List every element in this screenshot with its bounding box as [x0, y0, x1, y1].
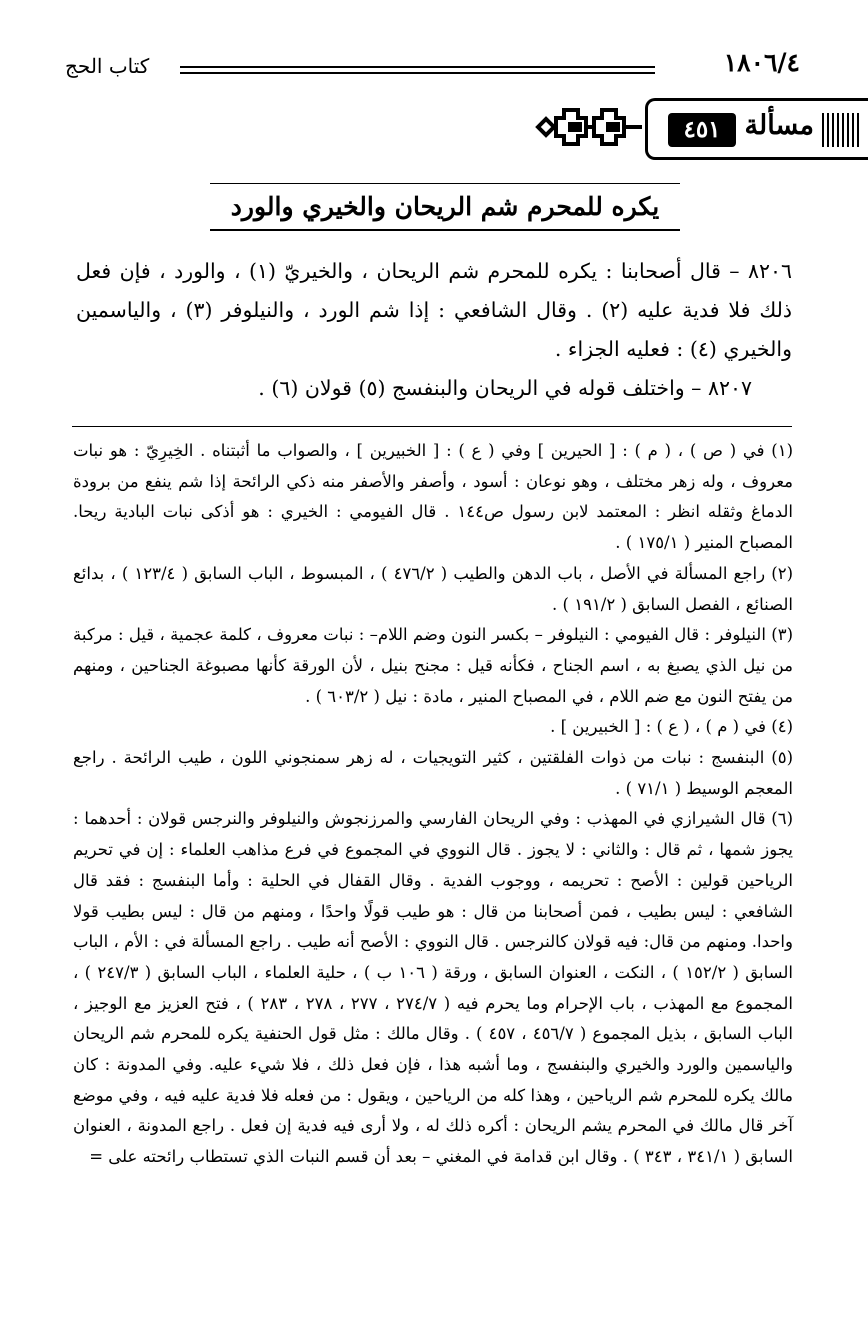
title-top-rule — [210, 183, 680, 184]
footnote-separator — [72, 426, 792, 427]
section-title: يكره للمحرم شم الريحان والخيري والورد — [230, 192, 660, 221]
paragraph: ٨٢٠٦ – قال أصحابنا : يكره للمحرم شم الريحان ، والخيريّ (١) ، والورد ، فإن فعل ذلك فلا فدية عليه (٢) . وقال الشافعي : إذا شم الورد ، والنيلوفر (٣) ، والياسمين والخيري (٤) : فعليه الجزاء . — [76, 259, 792, 361]
book-title: كتاب الحج — [65, 54, 150, 78]
page-number: ١٨٠٦/٤ — [723, 48, 800, 77]
footnote: (٤) في ( م ) ، ( ع ) : [ الخبيرين ] . — [550, 717, 793, 737]
running-header — [65, 48, 800, 84]
paragraph: ٨٢٠٧ – واختلف قوله في الريحان والبنفسج (٥) قولان (٦) . — [258, 376, 752, 400]
title-bottom-rule — [210, 229, 680, 231]
geometric-knot-ornament — [530, 96, 650, 158]
header-double-rule — [180, 66, 655, 74]
footnote: (٥) البنفسج : نبات من ذوات الفلقتين ، كثير التويجيات ، له زهر سمنجوني اللون ، طيب الرائحة . راجع المعجم الوسيط ( ٧١/١ ) . — [73, 748, 793, 798]
footnote: (١) في ( ص ) ، ( م ) : [ الحيرين ] وفي ( ع ) : [ الخبيرين ] ، والصواب ما أثبتناه . الخِيرِيّ : هو نبات معروف ، وله زهر مختلف ، وهو نوعان : أسود ، وأصفر والأصفر منه ذكي الرائحة إذا شم ينفع من برودة الدماغ وثقله انظر : المعتمد لابن رسول ص١٤٤ . قال الفيومي : الخيري : هو أذكى نبات البادية ريحا. المصباح المنير ( ١٧٥/١ ) . — [73, 441, 793, 553]
footnotes — [73, 436, 793, 1173]
footnote: (٢) راجع المسألة في الأصل ، باب الدهن والطيب ( ٤٧٦/٢ ) ، المبسوط ، الباب السابق ( ١٢٣/٤ ) ، بدائع الصنائع ، الفصل السابق ( ١٩١/٢ ) . — [73, 563, 793, 614]
footnote: (٦) قال الشيرازي في المهذب : وفي الريحان الفارسي والمرزنجوش والنيلوفر والنرجس قولان : أحدهما : يجوز شمها ، ثم قال : والثاني : لا يجوز . قال النووي في المجموع في فرع مذاهب العلماء : إن في تحريم الرياحين قولين : الأصح : تحريمه ، ووجوب الفدية . وقال القفال في الحلية : وأما البنفسج : فقد قال الشافعي : ليس بطيب ، فمن أصحابنا من قال : هو طيب قولًا واحدًا ، ومنهم من قال : ليس بطيب قولا واحدا. ومنهم من قال: فيه قولان كالنرجس . قال النووي : الأصح أنه طيب . راجع المسألة في : الأم ، الباب السابق ( ١٥٢/٢ ) ، النكت ، العنوان السابق ، ورقة ( ١٠٦ ب ) ، حلية العلماء ، الباب السابق ( ٢٤٧/٣ ) ، المجموع مع المهذب ، باب الإحرام وما يحرم فيه ( ٢٧٤/٧ ، ٢٧٧ ، ٢٧٨ ، ٢٨٣ ) ، فتح العزيز مع الوجيز ، الباب السابق ، بذيل المجموع ( ٤٥٦/٧ ، ٤٥٧ ) . وقال مالك : مثل قول الحنفية يكره للمحرم شم الريحان والياسمين والورد والخيري والبنفسج ، وما أشبه هذا ، فإن فعل ذلك ، فلا شيء عليه. وفي المدونة : كان مالك يكره للمحرم شم الرياحين ، وهذا كله من الرياحين ، ويقول : من فعله فلا فدية عليه فيه ، وفي موضع آخر قال مالك في المحرم يشم الريحان : أكره ذلك له ، ولا أرى فيه فدية إن فعل . راجع المدونة ، العنوان السابق ( ٣٤١/١ ، ٣٤٣ ) . وقال ابن قدامة في المغني – بعد أن قسم النبات الذي تستطاب رائحته على = — [73, 809, 793, 1167]
main-text — [76, 252, 792, 408]
masala-label: مسألة — [744, 110, 814, 141]
masala-badge — [530, 96, 868, 158]
masala-frame — [645, 98, 868, 160]
masala-number: ٤٥١ — [668, 113, 736, 147]
striped-bars-ornament — [822, 113, 860, 147]
footnote: (٣) النيلوفر : قال الفيومي : النيلوفر – بكسر النون وضم اللام– : نبات معروف ، كلمة عجمية ، قيل : مركبة من نيل الذي يصبغ به ، اسم الجناح ، فكأنه قيل : مجنح بنيل ، لأن الورقة كأنها مصبوغة الجناحين ، ومنهم من يفتح النون مع ضم اللام ، في المصباح المنير ، مادة : نيل ( ٦٠٣/٢ ) . — [73, 625, 793, 706]
